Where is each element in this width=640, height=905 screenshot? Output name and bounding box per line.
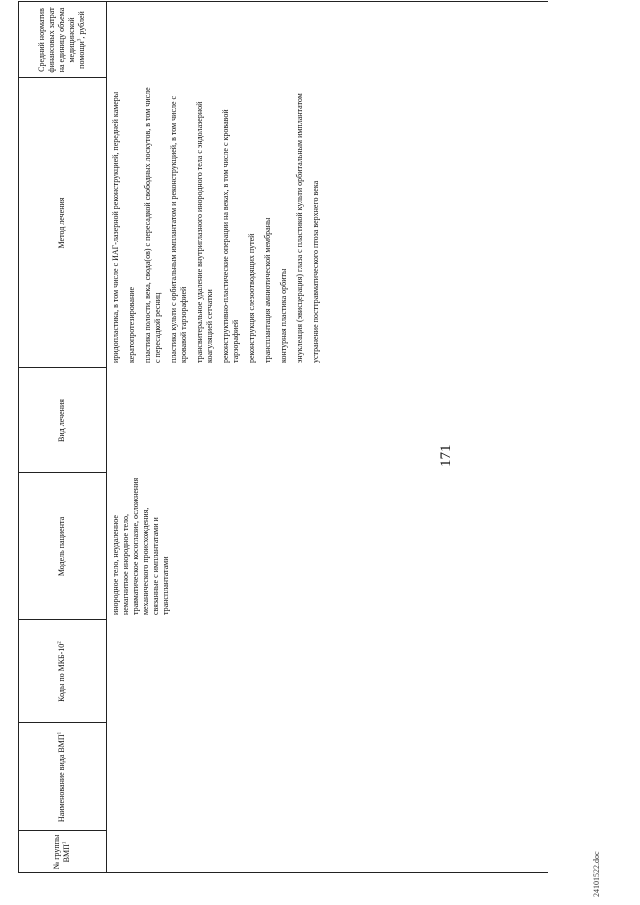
header-average-cost: Средний норматив финансовых затрат на единицу объема медицинской помощи$^3$, рублей — [37, 7, 86, 73]
method-item: контурная пластика орбиты — [279, 268, 288, 363]
method-item: трансплантация амниотической мембраны — [263, 217, 272, 363]
document-filename: 24101522.doc — [592, 851, 601, 897]
treatment-method-cell — [111, 83, 327, 363]
method-item: энуклеация (эвисцерация) глаза с пластикой культи орбитальным имплантатом — [295, 93, 304, 363]
header-patient-model: Модель пациента — [57, 516, 66, 577]
patient-model-cell: инородное тело, неудаленное немагнитное инородное тело, травматическое косоглазие, осложнения механического происхождения, связанные с имплантатами и трансплантатами — [111, 477, 170, 615]
header-treatment-method: Метод лечения — [57, 197, 66, 249]
header-divider — [106, 2, 107, 873]
method-item: реконструкция слезоотводящих путей — [247, 233, 256, 363]
header-mkb-codes: Коды по МКБ-$10^2$ — [57, 641, 66, 702]
header-vmp-name: Наименование вида ВМП$^1$ — [57, 731, 66, 823]
table-right-border — [18, 1, 548, 2]
method-item: реконструктивно-пластические операции на веках, в том числе с кровавой тарзорафией — [221, 109, 240, 363]
method-item: пластика полости, века, свода(ов) с пересадкой свободных лоскутов, в том числе с пересадкой ресниц — [143, 87, 162, 363]
method-item: иридопластика, в том числе с ИАГ-лазерной реконструкцией, передней камеры — [111, 91, 120, 363]
page-number: 171 — [438, 444, 454, 467]
method-item: трансвитеральное удаление внутриглазного инородного тела с эндолазерной коагуляцией сетчатки — [195, 101, 214, 363]
treatment-table — [18, 2, 548, 873]
method-item: пластика культи с орбитальным имплантатом и реконструкцией, в том числе с кровавой тарзорафией — [169, 95, 188, 363]
header-treatment-type: Вид лечения — [57, 399, 66, 442]
method-item: кератопротезирование — [127, 286, 136, 363]
header-group-number: № группы ВМП$^1$ — [52, 834, 71, 870]
method-item: устранение посттравматического птоза верхнего века — [311, 180, 320, 363]
